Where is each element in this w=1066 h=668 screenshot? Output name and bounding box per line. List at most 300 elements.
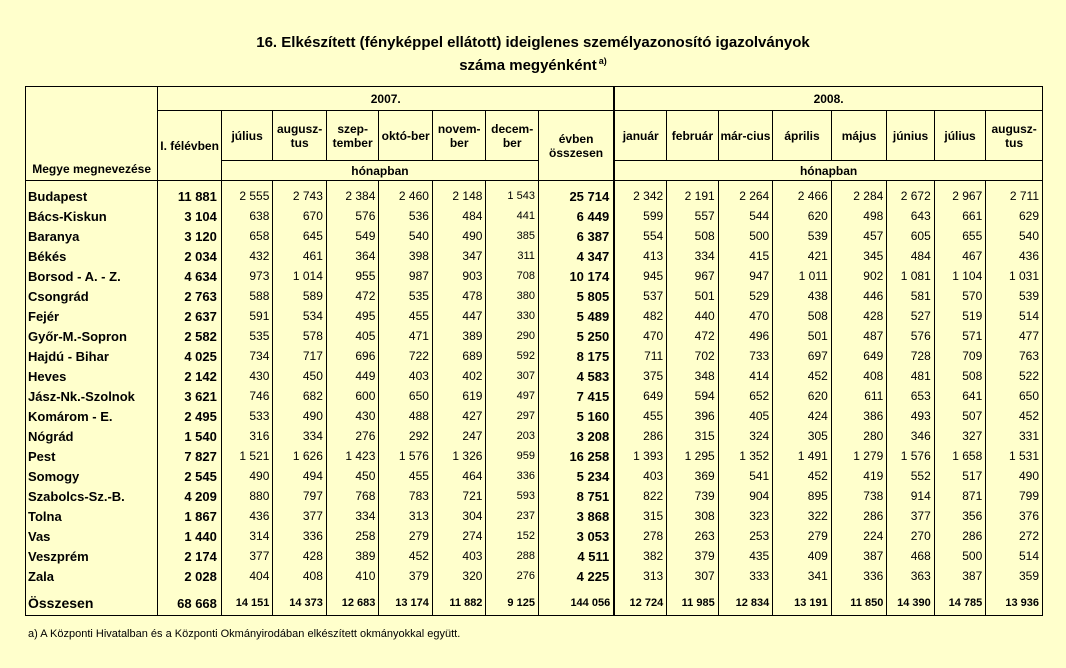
month-value-2008: 13 936 [986,591,1043,616]
month-value-2007: 452 [379,546,433,566]
month-value-2007: 478 [432,286,486,306]
month-value-2008: 457 [831,226,887,246]
county-name: Vas [26,526,158,546]
month-value-2008: 554 [614,226,667,246]
month-value-2007: 534 [273,306,327,326]
month-value-2007: 311 [486,246,539,266]
county-name: Borsod - A. - Z. [26,266,158,286]
month-value-2008: 514 [986,306,1043,326]
month-value-2008: 421 [773,246,832,266]
month-value-2008: 286 [831,506,887,526]
month-value-2008: 641 [934,386,986,406]
month-value-2007: 316 [221,426,273,446]
year-total-value: 5 489 [538,306,614,326]
month-value-2008: 711 [614,346,667,366]
year-total-value: 4 225 [538,566,614,586]
month-value-2008: 487 [831,326,887,346]
month-value-2008: 599 [614,206,667,226]
month-value-2007: 377 [273,506,327,526]
year-total-value: 4 583 [538,366,614,386]
month-value-2007: 536 [379,206,433,226]
month-value-2008: 12 724 [614,591,667,616]
month-value-2008: 280 [831,426,887,446]
month-value-2007: 955 [326,266,379,286]
first-half-value: 2 582 [158,326,222,346]
month-value-2008: 14 785 [934,591,986,616]
table-row [26,386,1043,406]
county-column-header: Megye megnevezése [26,87,158,181]
month-value-2007: 377 [221,546,273,566]
month-value-2008: 649 [614,386,667,406]
month-value-2008: 409 [773,546,832,566]
month-value-2007: 645 [273,226,327,246]
month-value-2008: 452 [773,366,832,386]
month-value-2008: 738 [831,486,887,506]
month-value-2008: 643 [887,206,934,226]
year-total-value: 25 714 [538,186,614,206]
month-value-2008: 895 [773,486,832,506]
table-row [26,446,1043,466]
county-name: Nógrád [26,426,158,446]
month-value-2007: 347 [432,246,486,266]
month-value-2007: 441 [486,206,539,226]
month-value-2007: 14 151 [221,591,273,616]
month-value-2008: 438 [773,286,832,306]
county-name: Baranya [26,226,158,246]
month-value-2007: 336 [273,526,327,546]
month-value-2008: 396 [667,406,719,426]
month-value-2008: 508 [667,226,719,246]
unit-label-2007: hónapban [221,161,538,181]
data-table [25,86,1043,616]
first-half-value: 11 881 [158,186,222,206]
month-value-2007: 203 [486,426,539,446]
month-value-2008: 315 [614,506,667,526]
month-value-2008: 541 [718,466,773,486]
month-value-2008: 387 [831,546,887,566]
month-header-2007: augusz-tus [273,111,327,161]
county-name: Bács-Kiskun [26,206,158,226]
month-value-2008: 576 [887,326,934,346]
table-row [26,506,1043,526]
county-name: Budapest [26,186,158,206]
month-value-2008: 224 [831,526,887,546]
county-name: Heves [26,366,158,386]
month-value-2008: 452 [773,466,832,486]
month-header-2008: február [667,111,719,161]
month-value-2007: 592 [486,346,539,366]
month-value-2008: 728 [887,346,934,366]
month-value-2007: 2 555 [221,186,273,206]
month-value-2008: 650 [986,386,1043,406]
month-header-2008: már-cius [718,111,773,161]
month-value-2007: 490 [273,406,327,426]
month-value-2007: 11 882 [432,591,486,616]
month-value-2008: 322 [773,506,832,526]
month-value-2007: 427 [432,406,486,426]
month-value-2007: 535 [221,326,273,346]
table-row [26,426,1043,446]
month-value-2007: 576 [326,206,379,226]
table-row [26,546,1043,566]
month-value-2008: 902 [831,266,887,286]
table-row [26,326,1043,346]
table-row [26,466,1043,486]
month-value-2008: 369 [667,466,719,486]
month-value-2008: 527 [887,306,934,326]
month-value-2008: 286 [934,526,986,546]
month-value-2008: 605 [887,226,934,246]
month-value-2008: 2 711 [986,186,1043,206]
month-value-2008: 2 264 [718,186,773,206]
table-row [26,246,1043,266]
month-value-2007: 1 423 [326,446,379,466]
month-value-2008: 477 [986,326,1043,346]
month-value-2008: 408 [831,366,887,386]
month-value-2007: 638 [221,206,273,226]
month-value-2007: 464 [432,466,486,486]
month-header-2007: július [221,111,273,161]
month-value-2008: 1 279 [831,446,887,466]
month-value-2007: 461 [273,246,327,266]
month-value-2008: 540 [986,226,1043,246]
month-value-2007: 450 [273,366,327,386]
month-value-2008: 1 295 [667,446,719,466]
month-value-2007: 768 [326,486,379,506]
county-name: Csongrád [26,286,158,306]
month-value-2007: 880 [221,486,273,506]
month-value-2007: 436 [221,506,273,526]
month-value-2008: 482 [614,306,667,326]
month-value-2007: 334 [326,506,379,526]
month-value-2007: 600 [326,386,379,406]
table-row [26,406,1043,426]
month-value-2007: 2 743 [273,186,327,206]
month-value-2007: 447 [432,306,486,326]
county-name: Zala [26,566,158,586]
month-value-2008: 263 [667,526,719,546]
month-value-2007: 9 125 [486,591,539,616]
first-half-value: 2 545 [158,466,222,486]
month-value-2007: 292 [379,426,433,446]
unit-label-2008: hónapban [614,161,1042,181]
month-value-2007: 258 [326,526,379,546]
month-value-2008: 405 [718,406,773,426]
month-value-2008: 871 [934,486,986,506]
footnote-marker: a) [598,56,607,66]
month-value-2007: 14 373 [273,591,327,616]
month-value-2007: 589 [273,286,327,306]
month-value-2008: 279 [773,526,832,546]
month-value-2008: 500 [934,546,986,566]
month-header-2007: decem-ber [486,111,539,161]
month-header-2007: novem-ber [432,111,486,161]
month-value-2008: 552 [887,466,934,486]
month-value-2008: 1 531 [986,446,1043,466]
month-value-2008: 739 [667,486,719,506]
month-value-2007: 708 [486,266,539,286]
month-value-2008: 557 [667,206,719,226]
month-value-2007: 428 [273,546,327,566]
month-value-2008: 544 [718,206,773,226]
month-value-2008: 904 [718,486,773,506]
county-name: Tolna [26,506,158,526]
year-total-value: 8 751 [538,486,614,506]
month-value-2008: 375 [614,366,667,386]
month-value-2008: 13 191 [773,591,832,616]
first-half-value: 3 621 [158,386,222,406]
month-value-2007: 304 [432,506,486,526]
month-value-2008: 1 031 [986,266,1043,286]
first-half-value: 2 142 [158,366,222,386]
month-value-2007: 535 [379,286,433,306]
month-value-2008: 313 [614,566,667,586]
month-value-2008: 537 [614,286,667,306]
first-half-value: 3 104 [158,206,222,226]
first-half-value: 7 827 [158,446,222,466]
month-value-2008: 455 [614,406,667,426]
month-value-2008: 733 [718,346,773,366]
month-header-2008: április [773,111,832,161]
month-value-2008: 334 [667,246,719,266]
month-value-2008: 661 [934,206,986,226]
month-value-2007: 903 [432,266,486,286]
month-value-2008: 697 [773,346,832,366]
month-value-2007: 1 543 [486,186,539,206]
month-value-2007: 959 [486,446,539,466]
footnote: a) A Központi Hivatalban és a Központi Okmányirodában elkészített okmányokkal együtt. [28,628,461,640]
month-value-2008: 348 [667,366,719,386]
table-row [26,206,1043,226]
month-value-2008: 763 [986,346,1043,366]
month-value-2008: 323 [718,506,773,526]
county-name: Hajdú - Bihar [26,346,158,366]
month-value-2007: 403 [379,366,433,386]
year-total-value: 144 056 [538,591,614,616]
month-value-2008: 341 [773,566,832,586]
total-row [26,591,1043,616]
month-value-2008: 428 [831,306,887,326]
month-value-2008: 12 834 [718,591,773,616]
month-value-2008: 379 [667,546,719,566]
month-value-2008: 1 393 [614,446,667,466]
month-value-2008: 472 [667,326,719,346]
month-value-2008: 414 [718,366,773,386]
month-value-2008: 324 [718,426,773,446]
month-value-2008: 702 [667,346,719,366]
month-value-2007: 274 [432,526,486,546]
month-value-2008: 468 [887,546,934,566]
month-value-2007: 973 [221,266,273,286]
month-value-2008: 652 [718,386,773,406]
first-half-value: 4 634 [158,266,222,286]
year-total-value: 3 208 [538,426,614,446]
county-name: Jász-Nk.-Szolnok [26,386,158,406]
month-value-2007: 717 [273,346,327,366]
month-value-2008: 539 [773,226,832,246]
month-value-2008: 945 [614,266,667,286]
year-total-header: évben összesen [538,111,614,181]
month-value-2008: 359 [986,566,1043,586]
first-half-value: 2 028 [158,566,222,586]
month-value-2007: 380 [486,286,539,306]
month-value-2007: 402 [432,366,486,386]
month-value-2007: 533 [221,406,273,426]
month-value-2007: 658 [221,226,273,246]
year-total-value: 6 449 [538,206,614,226]
month-value-2008: 629 [986,206,1043,226]
year-total-value: 6 387 [538,226,614,246]
month-value-2007: 578 [273,326,327,346]
month-value-2007: 455 [379,466,433,486]
table-title: 16. Elkészített (fényképpel ellátott) ideiglenes személyazonosító igazolványok [256,34,810,51]
month-value-2007: 389 [432,326,486,346]
month-value-2008: 2 466 [773,186,832,206]
month-value-2008: 346 [887,426,934,446]
month-value-2007: 540 [379,226,433,246]
month-value-2007: 722 [379,346,433,366]
month-value-2008: 1 658 [934,446,986,466]
month-value-2008: 581 [887,286,934,306]
month-value-2007: 696 [326,346,379,366]
month-value-2007: 398 [379,246,433,266]
month-value-2008: 501 [773,326,832,346]
month-value-2007: 320 [432,566,486,586]
month-value-2007: 290 [486,326,539,346]
month-value-2007: 689 [432,346,486,366]
month-value-2008: 467 [934,246,986,266]
month-value-2007: 152 [486,526,539,546]
month-header-2008: augusz-tus [986,111,1043,161]
month-value-2008: 470 [614,326,667,346]
month-value-2008: 799 [986,486,1043,506]
table-row [26,366,1043,386]
table-row [26,346,1043,366]
month-value-2008: 11 850 [831,591,887,616]
month-value-2007: 385 [486,226,539,246]
month-value-2007: 495 [326,306,379,326]
month-value-2008: 507 [934,406,986,426]
month-value-2008: 709 [934,346,986,366]
month-value-2008: 363 [887,566,934,586]
first-half-header: I. félévben [158,111,222,181]
month-value-2008: 345 [831,246,887,266]
month-value-2008: 653 [887,386,934,406]
month-value-2008: 470 [718,306,773,326]
month-value-2008: 253 [718,526,773,546]
county-name: Veszprém [26,546,158,566]
first-half-value: 3 120 [158,226,222,246]
first-half-value: 4 025 [158,346,222,366]
month-value-2007: 1 326 [432,446,486,466]
month-value-2007: 364 [326,246,379,266]
month-value-2008: 424 [773,406,832,426]
month-value-2007: 987 [379,266,433,286]
month-value-2007: 494 [273,466,327,486]
month-value-2008: 2 284 [831,186,887,206]
year-2008-header: 2008. [614,87,1042,111]
month-value-2008: 967 [667,266,719,286]
month-value-2008: 620 [773,206,832,226]
year-2007-header: 2007. [158,87,614,111]
month-value-2008: 594 [667,386,719,406]
month-value-2007: 408 [273,566,327,586]
month-value-2008: 822 [614,486,667,506]
month-value-2007: 1 626 [273,446,327,466]
county-name: Somogy [26,466,158,486]
month-value-2007: 619 [432,386,486,406]
month-value-2007: 450 [326,466,379,486]
month-value-2008: 529 [718,286,773,306]
month-value-2008: 272 [986,526,1043,546]
table-row [26,266,1043,286]
month-value-2008: 539 [986,286,1043,306]
month-value-2008: 413 [614,246,667,266]
county-name: Pest [26,446,158,466]
month-value-2007: 276 [486,566,539,586]
year-total-value: 5 160 [538,406,614,426]
table-row [26,186,1043,206]
month-value-2007: 497 [486,386,539,406]
month-value-2007: 783 [379,486,433,506]
month-value-2007: 472 [326,286,379,306]
month-value-2008: 490 [986,466,1043,486]
first-half-value: 2 763 [158,286,222,306]
month-value-2008: 435 [718,546,773,566]
year-total-value: 16 258 [538,446,614,466]
table-row [26,226,1043,246]
county-name: Komárom - E. [26,406,158,426]
county-name: Összesen [26,591,158,616]
month-value-2008: 655 [934,226,986,246]
month-value-2008: 1 352 [718,446,773,466]
month-value-2007: 237 [486,506,539,526]
month-value-2008: 2 191 [667,186,719,206]
month-value-2008: 2 967 [934,186,986,206]
month-value-2007: 549 [326,226,379,246]
month-value-2007: 1 014 [273,266,327,286]
table-row [26,286,1043,306]
month-header-2008: július [934,111,986,161]
month-value-2007: 404 [221,566,273,586]
month-value-2008: 307 [667,566,719,586]
table-row [26,566,1043,586]
first-half-value: 4 209 [158,486,222,506]
month-value-2008: 446 [831,286,887,306]
month-value-2007: 2 384 [326,186,379,206]
month-value-2007: 471 [379,326,433,346]
month-value-2008: 914 [887,486,934,506]
month-value-2008: 286 [614,426,667,446]
month-value-2007: 1 521 [221,446,273,466]
month-value-2008: 1 011 [773,266,832,286]
month-value-2008: 496 [718,326,773,346]
first-half-value: 1 867 [158,506,222,526]
first-half-value: 2 495 [158,406,222,426]
month-value-2008: 376 [986,506,1043,526]
month-value-2008: 498 [831,206,887,226]
month-value-2008: 386 [831,406,887,426]
month-value-2007: 307 [486,366,539,386]
month-value-2008: 327 [934,426,986,446]
month-header-2008: május [831,111,887,161]
month-value-2008: 611 [831,386,887,406]
month-value-2007: 430 [326,406,379,426]
month-value-2007: 490 [432,226,486,246]
month-value-2007: 12 683 [326,591,379,616]
month-value-2008: 2 672 [887,186,934,206]
month-value-2008: 519 [934,306,986,326]
